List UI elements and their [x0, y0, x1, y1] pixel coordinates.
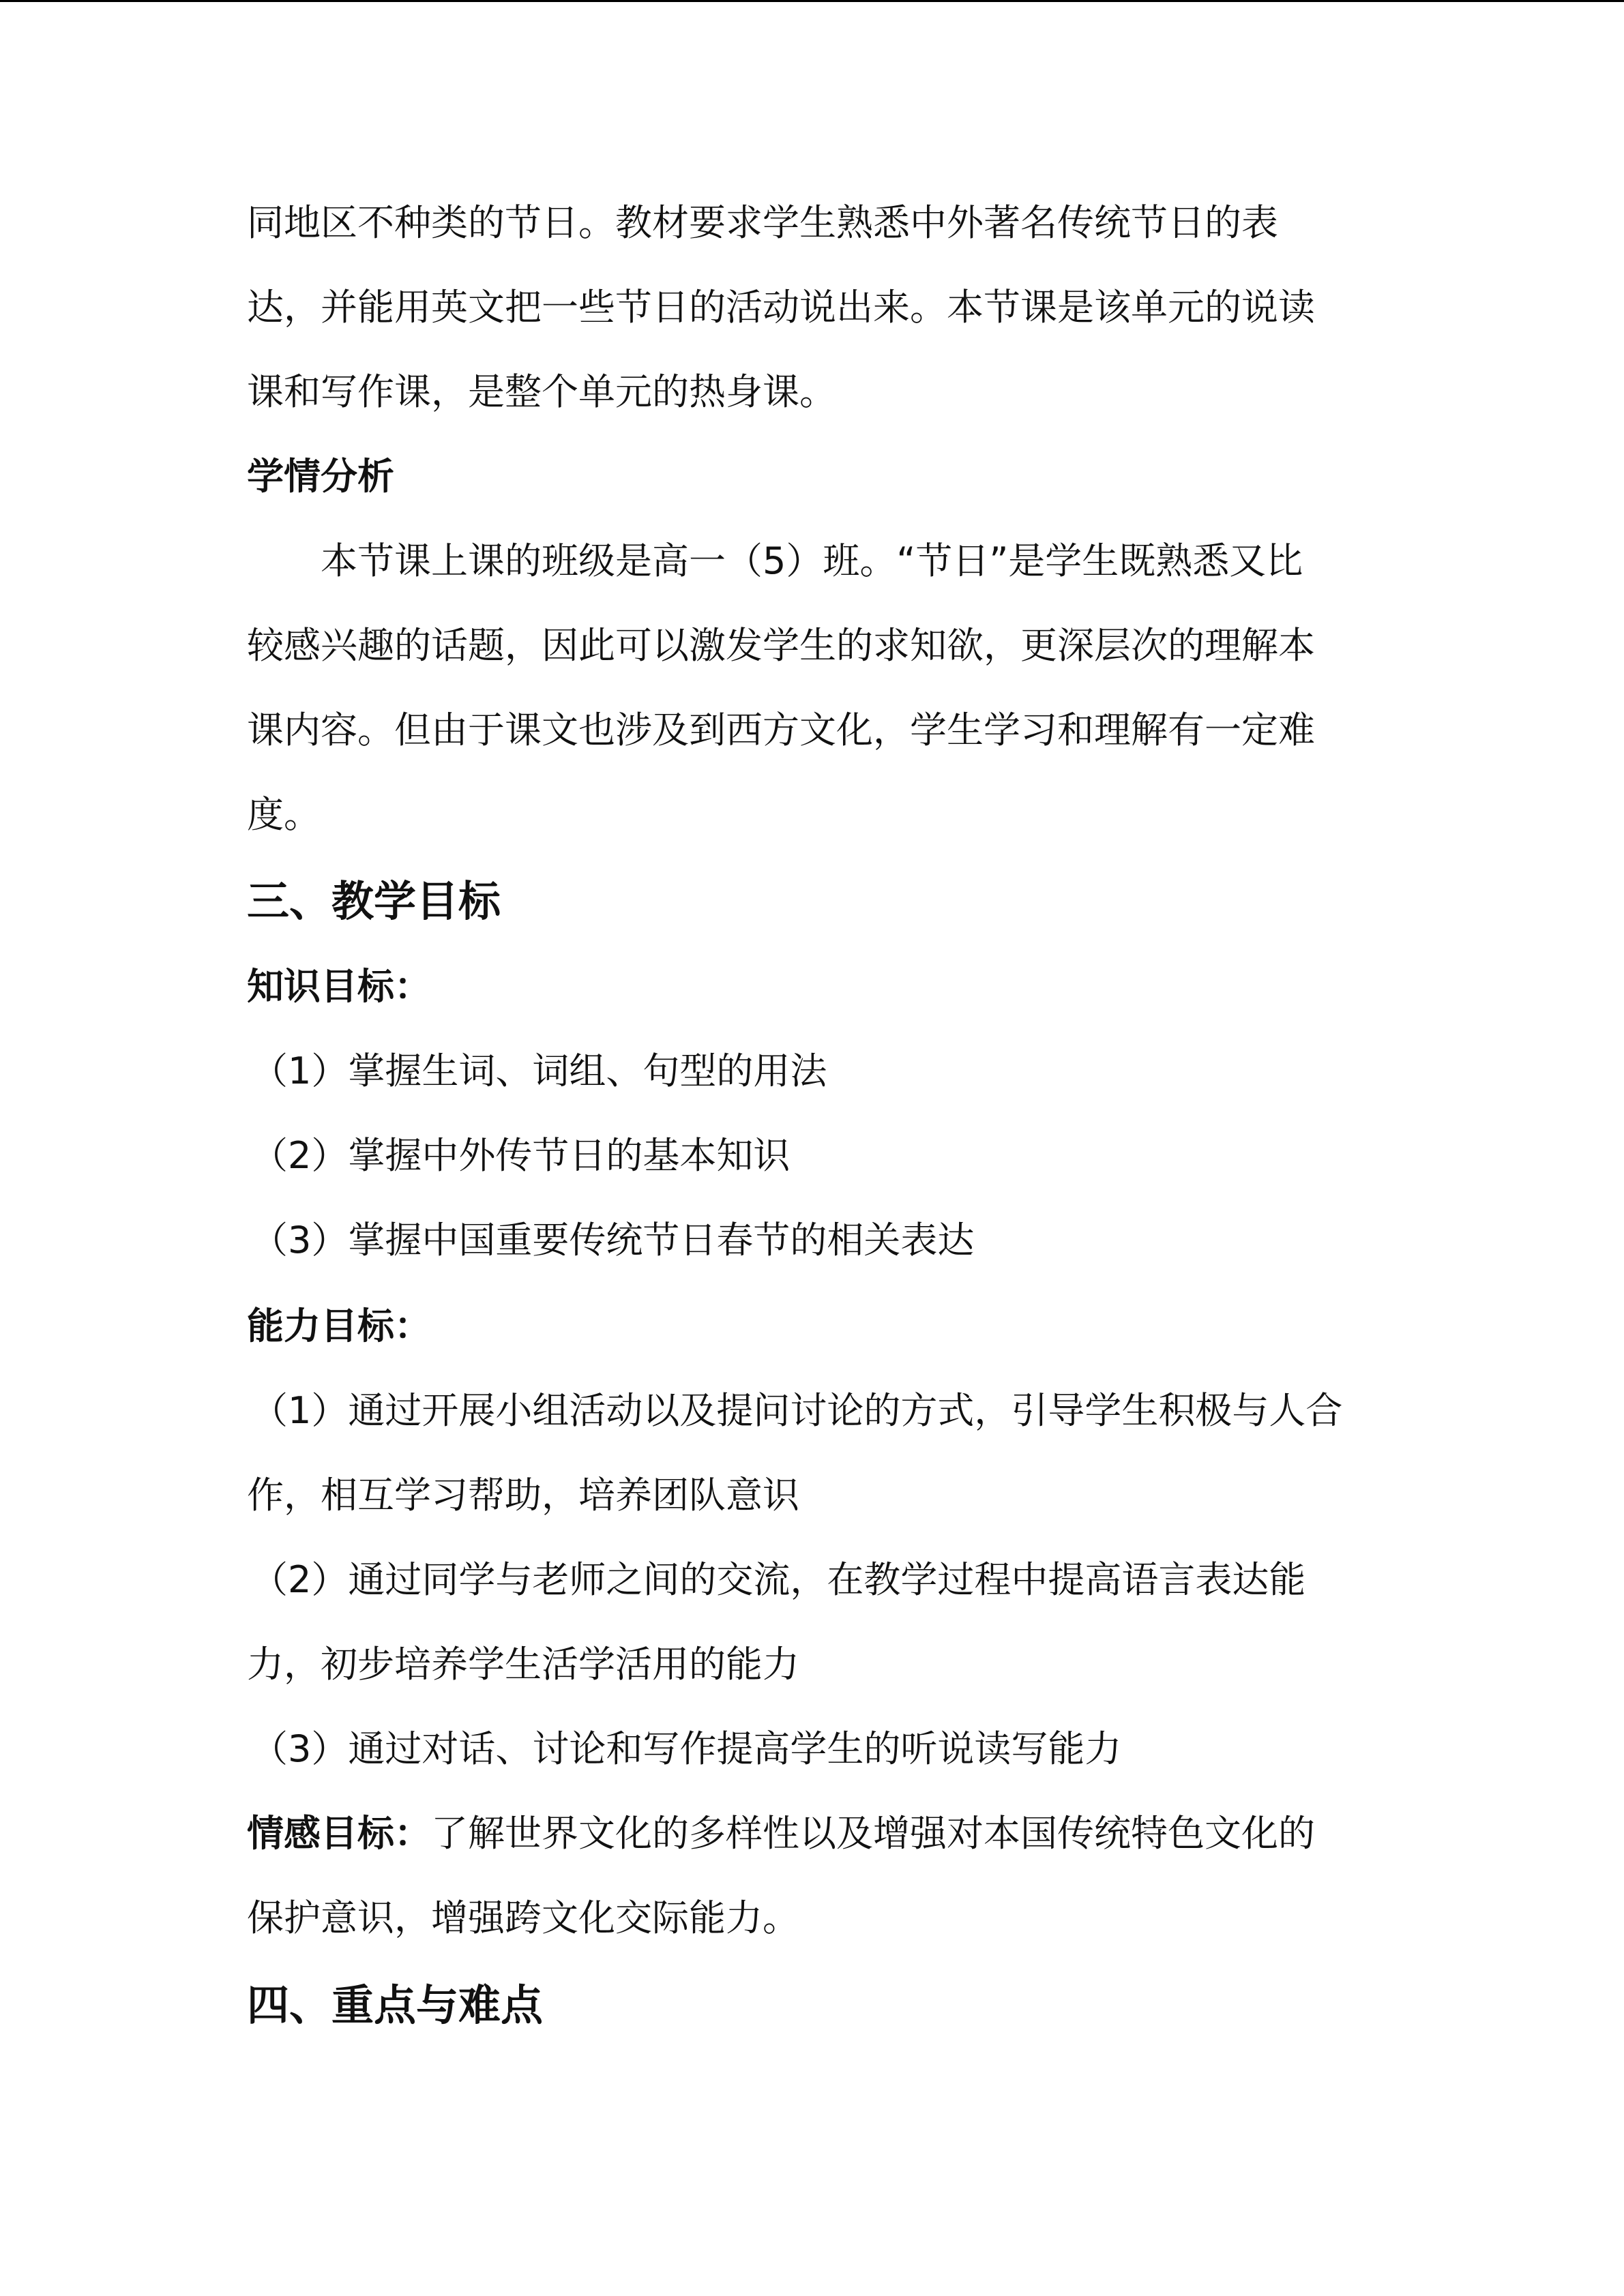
page-top-border [0, 0, 1624, 2]
ability-item-1-line-1: （1）通过开展小组活动以及提问讨论的方式，引导学生积极与人合 [251, 1389, 1343, 1432]
ability-item-3: （3）通过对话、讨论和写作提高学生的听说读写能力 [251, 1727, 1122, 1770]
knowledge-item-3: （3）掌握中国重要传统节日春节的相关表达 [251, 1219, 975, 1262]
learner-analysis-line-2: 较感兴趣的话题，因此可以激发学生的求知欲，更深层次的理解本 [247, 624, 1315, 667]
emotion-objective-label: 情感目标： [247, 1812, 431, 1855]
intro-line-1: 同地区不种类的节日。教材要求学生熟悉中外著名传统节日的表 [247, 201, 1278, 244]
ability-item-1-line-2: 作，相互学习帮助，培养团队意识 [247, 1474, 799, 1517]
emotion-objective-text: 了解世界文化的多样性以及增强对本国传统特色文化的 [431, 1812, 1315, 1855]
section-3-heading: 三、教学目标 [247, 876, 501, 926]
knowledge-item-2: （2）掌握中外传节日的基本知识 [251, 1134, 791, 1177]
emotion-objective-line-1 [247, 1810, 1315, 1858]
intro-line-3: 课和写作课，是整个单元的热身课。 [247, 370, 836, 413]
ability-objectives-heading: 能力目标： [247, 1304, 431, 1347]
learner-analysis-heading: 学情分析 [247, 455, 394, 498]
learner-analysis-line-4: 度。 [247, 793, 321, 836]
knowledge-objectives-heading: 知识目标： [247, 965, 431, 1008]
ability-item-2-line-1: （2）通过同学与老师之间的交流，在教学过程中提高语言表达能 [251, 1558, 1306, 1601]
emotion-objective-line-2: 保护意识，增强跨文化交际能力。 [247, 1896, 799, 1939]
learner-analysis-line-1: 本节课上课的班级是高一（5）班。“节日”是学生既熟悉又比 [321, 539, 1303, 582]
learner-analysis-line-3: 课内容。但由于课文也涉及到西方文化，学生学习和理解有一定难 [247, 709, 1315, 751]
knowledge-item-1: （1）掌握生词、词组、句型的用法 [251, 1049, 827, 1092]
intro-line-2: 达，并能用英文把一些节日的活动说出来。本节课是该单元的说读 [247, 286, 1315, 329]
ability-item-2-line-2: 力，初步培养学生活学活用的能力 [247, 1643, 799, 1686]
section-4-heading: 四、重点与难点 [247, 1980, 544, 2030]
